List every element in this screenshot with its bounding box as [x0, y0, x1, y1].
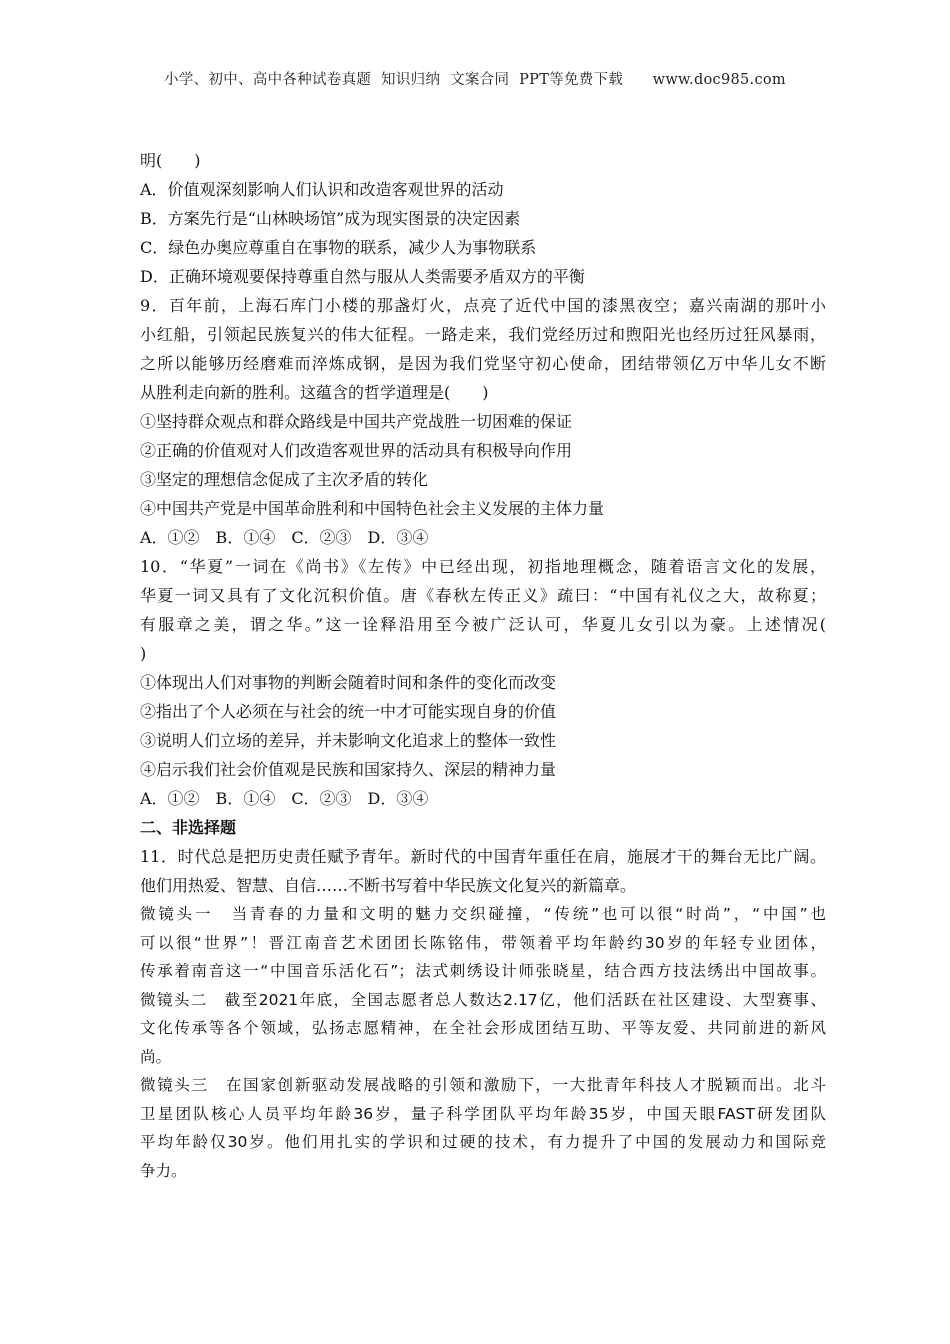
text-line: C．绿色办奥应尊重自在事物的联系，减少人为事物联系	[140, 238, 537, 257]
text-line: ③坚定的理想信念促成了主次矛盾的转化	[140, 470, 429, 489]
text-line: 小红船，引领起民族复兴的伟大征程。一路走来，我们党经历过和煦阳光也经历过狂风暴雨，	[140, 325, 826, 344]
text-line: 微镜头一 当青春的力量和文明的魅力交织碰撞，“传统”也可以很“时尚”，“中国”也	[140, 905, 826, 923]
text-line: 11．时代总是把历史责任赋予青年。新时代的中国青年重任在肩，施展才干的舞台无比广阔。	[140, 847, 826, 866]
text-line: 微镜头三 在国家创新驱动发展战略的引领和激励下，一大批青年科技人才脱颖而出。北斗	[140, 1076, 826, 1094]
text-line: ②指出了个人必须在与社会的统一中才可能实现自身的价值	[140, 702, 557, 721]
text-line: 有服章之美，谓之华。”这一诠释沿用至今被广泛认可，华夏儿女引以为豪。上述情况(	[140, 615, 826, 634]
text-line: 传承着南音这一“中国音乐活化石”；法式刺绣设计师张晓星，结合西方技法绣出中国故事。	[140, 962, 826, 980]
text-line: ①坚持群众观点和群众路线是中国共产党战胜一切困难的保证	[140, 412, 573, 431]
page-header: 小学、初中、高中各种试卷真题 知识归纳 文案合同 PPT等免费下载 www.doc985.com	[164, 72, 786, 88]
text-line: ①体现出人们对事物的判断会随着时间和条件的变化而改变	[140, 673, 557, 692]
text-line: 微镜头二 截至2021年底，全国志愿者总人数达2.17亿，他们活跃在社区建设、大型赛事、	[140, 990, 826, 1009]
text-line: A．价值观深刻影响人们认识和改造客观世界的活动	[140, 180, 504, 199]
text-line: B．方案先行是“山林映场馆”成为现实图景的决定因素	[140, 209, 521, 228]
text-line: A．①② B．①④ C．②③ D．③④	[140, 528, 429, 547]
text-line: 他们用热爱、智慧、自信……不断书写着中华民族文化复兴的新篇章。	[140, 876, 637, 895]
text-line: 文化传承等各个领域，弘扬志愿精神，在全社会形成团结互助、平等友爱、共同前进的新风	[140, 1019, 826, 1037]
text-line: 明( )	[140, 151, 201, 170]
text-line: A．①② B．①④ C．②③ D．③④	[140, 789, 429, 808]
text-line: 华夏一词又具有了文化沉积价值。唐《春秋左传正义》疏曰：“中国有礼仪之大，故称夏；	[140, 586, 826, 605]
document-body	[140, 146, 826, 1185]
text-line: 平均年龄仅30岁。他们用扎实的学识和过硬的技术，有力提升了中国的发展动力和国际竞	[140, 1133, 826, 1151]
text-line: D．正确环境观要保持尊重自然与服从人类需要矛盾双方的平衡	[140, 267, 585, 286]
text-line: ④启示我们社会价值观是民族和国家持久、深层的精神力量	[140, 760, 557, 779]
text-line: ④中国共产党是中国革命胜利和中国特色社会主义发展的主体力量	[140, 499, 605, 518]
text-line: 之所以能够历经磨难而淬炼成钢，是因为我们党坚守初心使命，团结带领亿万中华儿女不断	[140, 354, 826, 373]
text-line: 争力。	[140, 1161, 187, 1180]
text-line: 尚。	[140, 1047, 172, 1066]
text-line: 9．百年前，上海石库门小楼的那盏灯火，点亮了近代中国的漆黑夜空；嘉兴南湖的那叶小	[140, 296, 826, 315]
text-line: )	[140, 644, 147, 663]
text-line: 可以很“世界”！晋江南音艺术团团长陈铭伟，带领着平均年龄约30岁的年轻专业团体，	[140, 933, 826, 952]
text-line: 二、非选择题	[140, 818, 237, 837]
text-line: 10．“华夏”一词在《尚书》《左传》中已经出现，初指地理概念，随着语言文化的发展，	[140, 557, 826, 576]
text-line: ③说明人们立场的差异，并未影响文化追求上的整体一致性	[140, 731, 557, 750]
text-line: 从胜利走向新的胜利。这蕴含的哲学道理是( )	[140, 383, 489, 402]
text-line: 卫星团队核心人员平均年龄36岁，量子科学团队平均年龄35岁，中国天眼FAST研发团队	[140, 1104, 826, 1123]
text-line: ②正确的价值观对人们改造客观世界的活动具有积极导向作用	[140, 441, 573, 460]
